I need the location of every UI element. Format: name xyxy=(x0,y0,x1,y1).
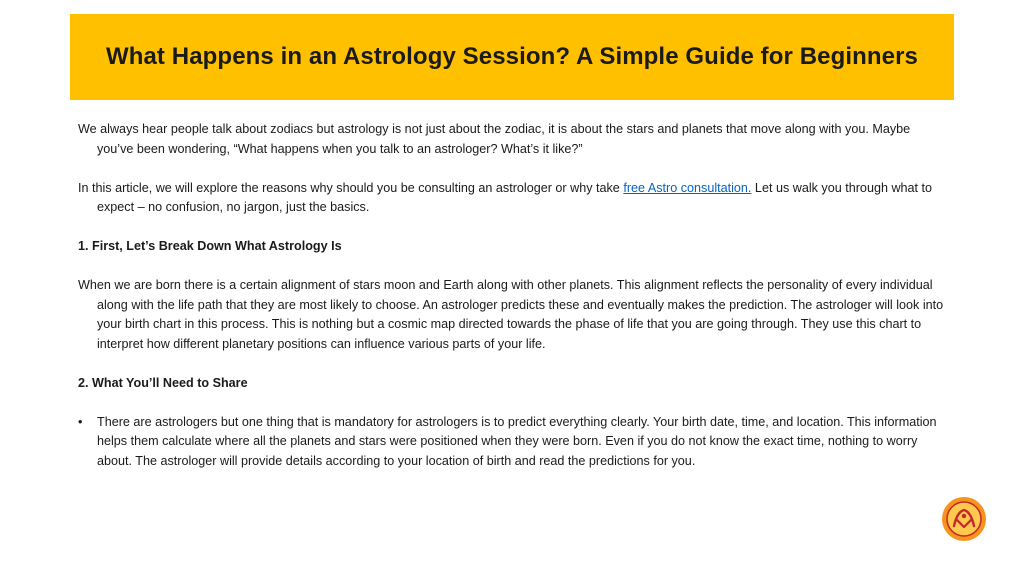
section1-heading: 1. First, Let’s Break Down What Astrology Is xyxy=(78,239,342,253)
title-banner xyxy=(70,14,954,100)
section1-body: When we are born there is a certain alignment of stars moon and Earth along with other planets. This alignment reflects the personality of every individual along with the life path that they are most likely to choose. An astrologer predicts these and eventually makes the prediction. The astrologer will look into your birth chart in this process. This is nothing but a cosmic map directed towards the phase of life that you are going through. They use this chart to interpret how different planetary positions can influence various parts of your life. xyxy=(78,278,944,351)
astrology-brand-logo-icon xyxy=(941,496,987,542)
page-title: What Happens in an Astrology Session? A Simple Guide for Beginners xyxy=(105,43,919,70)
article-text-after-link: Let us walk you through what to expect – no confusion, no jargon, just the basics. xyxy=(97,180,933,214)
section2-bullet-item xyxy=(78,413,948,472)
bullet-mark: • xyxy=(78,414,83,429)
article-text-before-link: In this article, we will explore the reasons why should you be consulting an astrologer or why take xyxy=(78,180,624,195)
article-body xyxy=(78,120,948,471)
free-astro-consultation-link[interactable]: free Astro consultation. xyxy=(623,180,752,195)
section2-heading: 2. What You’ll Need to Share xyxy=(78,375,248,390)
intro-paragraph: We always hear people talk about zodiacs but astrology is not just about the zodiac, it is about the stars and planets that move along with you. Maybe you’ve been wondering, “What happens when you talk to an astrologer? What’s it like?” xyxy=(78,122,911,156)
section2-bullet-text: There are astrologers but one thing that is mandatory for astrologers is to predict everything clearly. Your birth date, time, and location. This information helps them calculate where all the planets and stars were positioned when they were born. Even if you do not know the exact time, nothing to worry about. The astrologer will provide details according to your location of birth and read the predictions for you. xyxy=(97,414,937,468)
article-paragraph xyxy=(78,179,948,218)
